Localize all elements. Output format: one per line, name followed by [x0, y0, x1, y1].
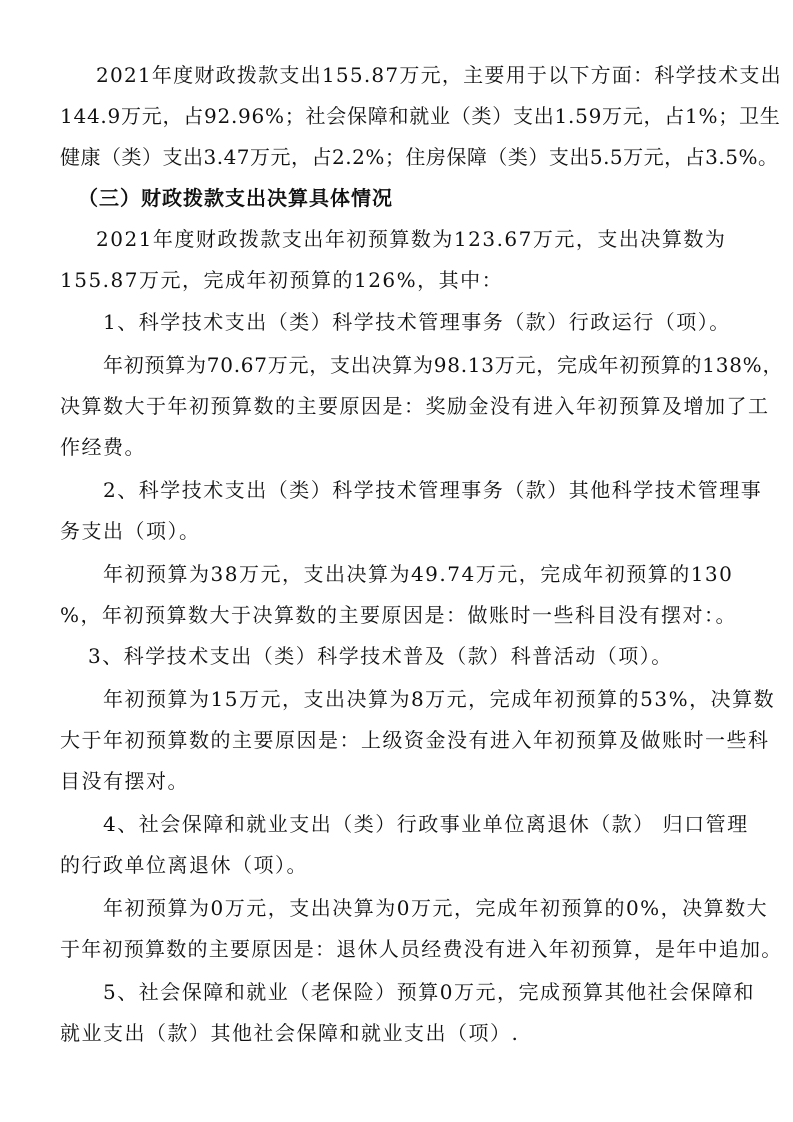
paragraph-line: 年初预算为38万元，支出决算为49.74万元，完成年初预算的130: [103, 562, 734, 586]
paragraph-line: 155.87万元，完成年初预算的126%，其中：: [60, 268, 504, 292]
paragraph-line: 就业支出（款）其他社会保障和就业支出（项）.: [60, 1021, 520, 1045]
paragraph-line: 决算数大于年初预算数的主要原因是：奖励金没有进入年初预算及增加了工: [60, 394, 770, 418]
paragraph-line: 年初预算为0万元，支出决算为0万元，完成年初预算的0%，决算数大: [103, 896, 769, 920]
paragraph-line: 2021年度财政拨款支出年初预算数为123.67万元，支出决算数为: [96, 227, 727, 251]
paragraph-line: 2、科学技术支出（类）科学技术管理事务（款）其他科学技术管理事: [103, 478, 763, 502]
paragraph-line: 于年初预算数的主要原因是：退休人员经费没有进入年初预算，是年中追加。: [60, 937, 783, 961]
paragraph-line: 年初预算为70.67万元，支出决算为98.13万元，完成年初预算的138%，: [103, 353, 784, 377]
paragraph-line: 务支出（项）。: [60, 519, 201, 543]
paragraph-line: 3、科学技术支出（类）科学技术普及（款）科普活动（项）。: [88, 644, 673, 668]
paragraph-line: 2021年度财政拨款支出155.87万元，主要用于以下方面：科学技术支出: [96, 63, 782, 87]
section-heading: （三）财政拨款支出决算具体情况: [78, 186, 393, 210]
paragraph-line: 的行政单位离退休（项）。: [60, 853, 308, 877]
paragraph-line: 4、社会保障和就业支出（类）行政事业单位离退休（款） 归口管理: [103, 812, 749, 836]
paragraph-line: %，年初预算数大于决算数的主要原因是：做账时一些科目没有摆对：。: [60, 603, 738, 627]
paragraph-line: 144.9万元，占92.96%；社会保障和就业（类）支出1.59万元，占1%；卫生: [60, 104, 781, 128]
paragraph-line: 作经费。: [60, 435, 146, 459]
paragraph-line: 5、社会保障和就业（老保险）预算0万元，完成预算其他社会保障和: [103, 980, 755, 1004]
paragraph-line: 年初预算为15万元，支出决算为8万元，完成年初预算的53%，决算数: [103, 687, 776, 711]
paragraph-line: 大于年初预算数的主要原因是：上级资金没有进入年初预算及做账时一些科: [60, 728, 770, 752]
paragraph-line: 1、科学技术支出（类）科学技术管理事务（款）行政运行（项）。: [103, 310, 731, 334]
paragraph-line: 目没有摆对。: [60, 769, 189, 793]
paragraph-line: 健康（类）支出3.47万元，占2.2%；住房保障（类）支出5.5万元，占3.5%。: [60, 145, 779, 169]
